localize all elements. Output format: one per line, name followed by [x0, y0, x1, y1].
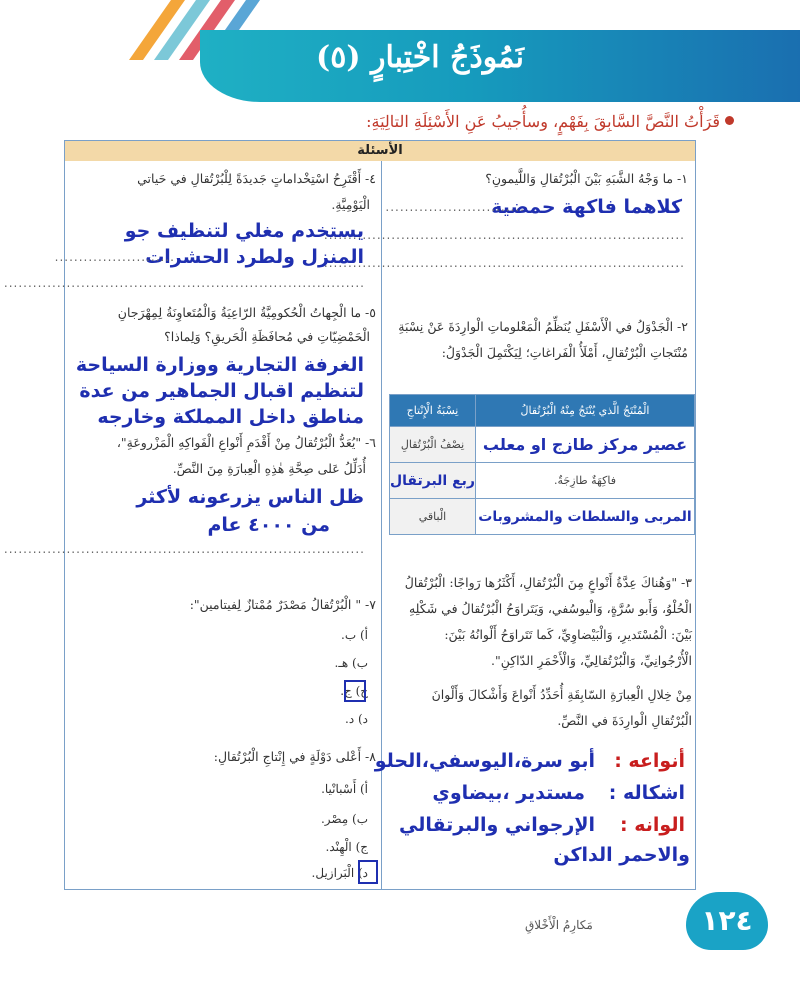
answer-line: ........................................................................... [3, 542, 365, 556]
answer-3-value: والاحمر الداكن [553, 844, 690, 866]
question-3-text: مِنْ خِلالِ الْعِبارَةِ السّابِقَةِ أُحَدِّدُ أَنْواعَ وَأَشْكالَ وَأَلْوانَ [431, 687, 692, 702]
answer-5: مناطق داخل المملكة وخارجه [97, 406, 364, 428]
question-3-text: الْبُرْتُقالِ الْوارِدَةَ في النَّصِّ. [557, 713, 692, 728]
option-c: ج) ج. [340, 684, 368, 698]
answer-line: ......................... [54, 250, 175, 264]
answer-line: ........................................................................... [323, 228, 685, 242]
section-header: الأسئلة [65, 141, 695, 161]
option-b: ب) مِصْر. [320, 812, 368, 826]
production-table [389, 394, 695, 535]
answer-3-value: الإرجواني والبرتقالي [398, 814, 595, 836]
table-cell: المربى والسلطات والمشروبات [476, 499, 695, 535]
bullet-icon [725, 116, 734, 125]
table-cell: نِصْفُ الْبُرْتُقالِ [390, 427, 476, 463]
answer-line: ........................................................................... [3, 276, 365, 290]
question-2: ٢- الْجَدْوَلُ في الْأَسْفَلِ يُنَظِّمُ الْمَعْلوماتِ الْوارِدَةَ عَنْ نِسْبَةِ مُنْتَجاتِ الْبُرْتُقالِ، أَمْلَأُ الْفَراغاتِ؛ لِيَكْتَمِلَ الْجَدْوَلُ: [398, 319, 688, 360]
page-header [0, 0, 800, 105]
answer-5: الغرفة التجارية ووزارة السياحة [75, 354, 364, 376]
instruction-text: قَرَأْتُ النَّصَّ السَّابِقَ بِفَهْمٍ، وسأُجيبُ عَنِ الأَسْئِلَةِ التالِيَةِ: [366, 112, 720, 131]
answer-1: كلاهما فاكهة حمضية [491, 196, 682, 218]
table-cell: فاكِهَةٌ طازِجَةٌ. [476, 463, 695, 499]
question-7: ٧- " الْبُرْتُقالُ مَصْدَرٌ مُمْتازٌ لِفيتامين": [189, 597, 376, 612]
answer-3-label: الوانه : [620, 814, 685, 836]
answer-4: يستخدم مغلي لتنظيف جو [124, 220, 364, 242]
answer-3-label: أنواعه : [614, 750, 685, 772]
table-cell: عصير مركز طازج او معلب [476, 427, 695, 463]
table-cell: الْباقي [390, 499, 476, 535]
question-6: ٦- "يُعَدُّ الْبُرْتُقالُ مِنْ أَقْدَمِ أَنْواعِ الْفَواكِهِ الْمَزْروعَةِ"، [116, 435, 376, 450]
option-d: د) الْبَرازيل. [311, 866, 368, 880]
table-header: نِسْبَةُ الْإِنْتاجِ [390, 395, 476, 427]
answer-6: ظل الناس يزرعونه لأكثر [136, 486, 364, 508]
table-header: الْمُنْتَجُ الَّذي يُنْتَجُ مِنْهُ الْبُرْتُقالُ [476, 395, 695, 427]
option-a: أ) ب. [341, 628, 368, 642]
question-3-text: الْأُرْجُوانِيِّ، وَالْبُرْتُقالِيِّ، وَالْأَحْمَرِ الدّاكِنِ". [490, 653, 692, 668]
option-d: د) د. [345, 712, 368, 726]
page-title: نَمُوذَجُ اخْتِبارٍ (٥) [316, 40, 524, 75]
question-3-text: ٣- "وَهُناكَ عِدَّةُ أَنْواعٍ مِنَ الْبُرْتُقالِ، أَكْثَرُها رَواجًا: الْبُرْتُقالُ [404, 575, 692, 590]
option-c: ج) الْهِنْد. [325, 840, 368, 854]
question-3-text: الْحُلْوُ، وَأَبو سُرَّةٍ، وَالْيوسُفي، وَيَتَراوَحُ الْبُرْتُقالُ في شَكْلِهِ [408, 601, 692, 616]
answer-line: ............................. [385, 200, 525, 214]
answer-5: لتنظيم اقبال الجماهير من عدة [79, 380, 364, 402]
question-6: أُدَلِّلُ عَلى صِحَّةِ هٰذِهِ الْعِبارَةِ مِنَ النَّصِّ. [172, 461, 366, 476]
question-3-text: بَيْنَ: الْمُسْتَديرِ، وَالْبَيْضاوِيِّ، كَما تَتَراوَحُ أَلْوانُهُ بَيْنَ: [444, 627, 692, 642]
question-1: ١- ما وَجْهُ الشَّبَهِ بَيْنَ الْبُرْتُقالِ وَاللَّيمونِ؟ [485, 171, 688, 186]
book-title: مَكارِمُ الْأَخْلاقِ [525, 918, 593, 932]
answer-3-label: اشكاله : [608, 782, 685, 804]
question-5: الْحَمْضِيّاتِ في مُحافَظَةِ الْحَريقِ؟ وَلِماذا؟ [164, 329, 370, 344]
answer-4: المنزل ولطرد الحشرات [145, 246, 364, 268]
selected-answer-box [358, 860, 378, 884]
column-divider [381, 161, 382, 889]
option-a: أ) أَسْبانْيا. [321, 782, 368, 796]
page-number: ١٢٤ [686, 892, 768, 950]
question-8: ٨- أَعْلى دَوْلَةٍ في إِنْتاجِ الْبُرْتُقالِ: [213, 749, 376, 764]
answer-3-value: أبو سرة،اليوسفي،الحلو [374, 750, 595, 772]
question-4: الْيَوْمِيَّةِ. [331, 197, 370, 212]
table-cell: ربع البرتقال [390, 463, 476, 499]
answer-line: ........................................................................... [323, 256, 685, 270]
option-b: ب) هـ. [334, 656, 368, 670]
question-5: ٥- ما الْجِهاتُ الْحُكومِيَّةُ الرّاعِيَةُ وَالْمُتَعاوِنَةُ لِمِهْرَجانِ [117, 305, 376, 320]
question-4: ٤- أَقْتَرِحُ اسْتِخْداماتٍ جَديدَةً لِلْبُرْتُقالِ في حَياتي [137, 171, 376, 186]
selected-answer-box [344, 680, 366, 702]
answer-6: من ٤٠٠٠ عام [207, 514, 330, 536]
answer-3-value: مستدير ،بيضاوي [432, 782, 585, 804]
